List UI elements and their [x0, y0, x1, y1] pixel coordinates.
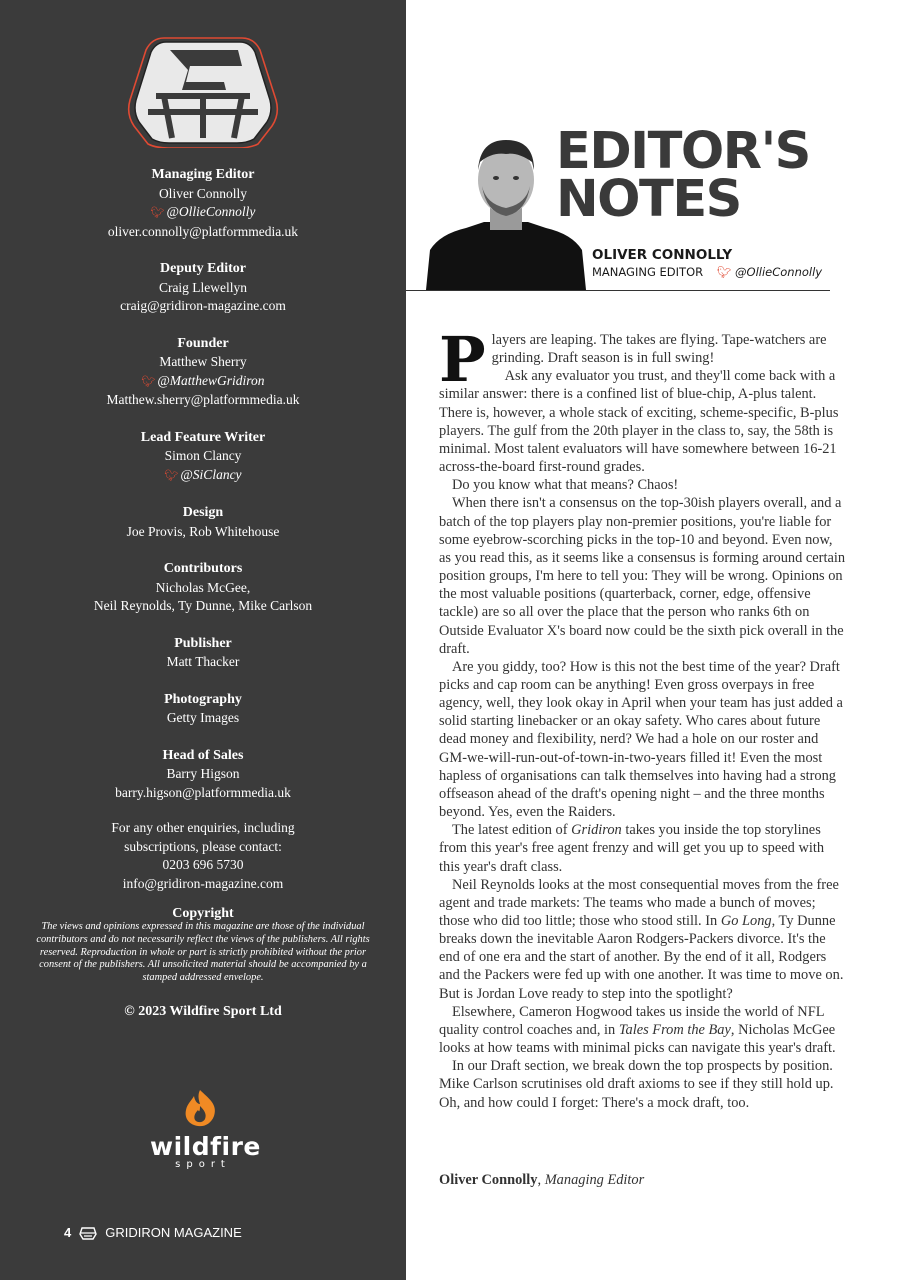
page-title-line-1: EDITOR'S: [556, 122, 810, 181]
staff-role: Design: [182, 505, 224, 520]
staff-block: [0, 166, 406, 241]
staff-role: Head of Sales: [162, 747, 244, 763]
page-number: 4: [64, 1225, 72, 1240]
staff-line: Craig Llewellyn: [158, 279, 248, 295]
staff-block: [0, 504, 406, 541]
copyright-text: The views and opinions expressed in this magazine are those of the individual contributors and do not necessarily reflect the views of the publishers. All rights reserved. Reproduction in whole or part is strictly prohibited without the prior consent of the publishers. All unsolicited material should be accompanied by a stamped addressed envelope.: [36, 921, 370, 984]
wildfire-sport-logo: [150, 1088, 261, 1178]
signoff: [439, 1172, 644, 1189]
staff-line: Joe Provis, Rob Whitehouse: [126, 523, 280, 539]
staff-twitter-handle: [0, 372, 406, 392]
byline-twitter-handle: @OllieConnolly: [735, 265, 823, 279]
copyright-title: Copyright: [172, 906, 234, 921]
staff-role: Publisher: [174, 635, 232, 651]
magazine-name: GRIDIRON MAGAZINE: [105, 1225, 242, 1240]
staff-role: Managing Editor: [151, 167, 255, 182]
staff-twitter-handle: [0, 466, 406, 486]
staff-line: Matt Thacker: [166, 654, 240, 669]
staff-block: [0, 691, 406, 728]
twitter-handle-text: @MatthewGridiron: [157, 372, 265, 388]
page-title: [556, 122, 810, 229]
staff-credits: [0, 166, 406, 1021]
article-paragraph: Are you giddy, too? How is this not the best time of the year? Draft picks and cap room can be anything! Even gross overpays in free agency, well, they look okay in April when your team has just added a solid starting linebacker or an okay safety. Who cares about future dead money and flexibility, nerd? We had a hole on our roster and GM-we-will-run-out-of-town-in-two-years filled it! Even the most hapless of organisations can talk themselves into having had a strong offseason ahead of the draft's opening night – and the three months beyond. Yes, even the Raiders.: [439, 658, 843, 821]
article-paragraph: [439, 876, 847, 1003]
publisher-line: © 2023 Wildfire Sport Ltd: [124, 1003, 282, 1019]
twitter-icon: 🐦︎: [164, 469, 179, 482]
staff-block: [0, 560, 406, 616]
paragraph-text: , Ty Dunne breaks down the inevitable Aaron Rodgers-Packers divorce. It's the end of one era and the start of another. By the end of it all, Rodgers and the Packers were fed up with one another. It was time to move on. But is Jordan Love ready to step into the spotlight?: [439, 913, 844, 1002]
staff-block: [0, 747, 406, 803]
staff-block: [0, 429, 406, 486]
enquiry-line: subscriptions, please contact:: [124, 838, 282, 854]
staff-role: Contributors: [163, 561, 243, 576]
staff-block: [0, 635, 406, 672]
enquiry-line: For any other enquiries, including: [111, 820, 295, 835]
drop-cap: P: [439, 323, 486, 396]
paragraph-text: Elsewhere, Cameron Hogwood takes us inside the world of NFL quality control coaches and, in: [439, 1003, 824, 1038]
staff-block: [0, 260, 406, 316]
feature-title-italic: Tales From the Bay: [618, 1021, 731, 1038]
twitter-icon: 🐦︎: [716, 265, 732, 279]
staff-role: Founder: [177, 335, 229, 351]
signoff-role: Managing Editor: [544, 1172, 645, 1188]
byline-details: [592, 264, 822, 280]
article-body: [439, 323, 847, 1112]
magazine-title-italic: Gridiron: [571, 822, 622, 839]
staff-line: Barry Higson: [166, 766, 240, 781]
staff-twitter-handle: [0, 203, 406, 223]
wildfire-wordmark: wildfire: [150, 1132, 261, 1161]
helmet-icon: [79, 1226, 97, 1240]
staff-line: craig@gridiron-magazine.com: [120, 298, 286, 313]
article-paragraph: In our Draft section, we break down the top prospects by position. Mike Carlson scrutinises old draft axioms to see if they still hold up. Oh, and how could I forget: There's a mock draft, too.: [439, 1058, 834, 1111]
signoff-separator: ,: [537, 1172, 545, 1188]
copyright: [0, 907, 406, 1021]
enquiry-line: info@gridiron-magazine.com: [122, 875, 284, 891]
staff-line: Getty Images: [166, 710, 240, 725]
staff-line: Neil Reynolds, Ty Dunne, Mike Carlson: [93, 598, 313, 613]
twitter-handle-text: @SiClancy: [180, 466, 242, 482]
staff-line: Simon Clancy: [164, 448, 242, 463]
article-paragraph: [439, 1003, 847, 1057]
paragraph-text: The latest edition of: [452, 822, 572, 839]
paragraph-text: , Nicholas McGee looks at how teams with minimal picks can navigate this year's draft.: [439, 1021, 836, 1057]
staff-block: [0, 335, 406, 410]
flame-icon: [178, 1088, 222, 1128]
staff-role: Deputy Editor: [160, 261, 246, 276]
gridiron-helmet-logo: [126, 30, 280, 148]
article-paragraph: When there isn't a consensus on the top-30ish players overall, and a batch of the top players play non-premier positions, you're liable for some eyebrow-scorching picks in the top-10 and beyond. Even now, as you read this, as it seems like a consensus is forming around certain position groups, I'm here to tell you: They will be wrong. Opinions on the most valuable positions (quarterback, corner, edge, offensive tackle) are so all over the place that the person who ranks 6th on Outside Evaluator X's board now could be the sixth pick overall in the draft.: [439, 495, 846, 657]
twitter-handle-text: @OllieConnolly: [166, 204, 256, 219]
signoff-name: Oliver Connolly: [439, 1172, 538, 1188]
feature-title-italic: Go Long: [720, 913, 772, 929]
article-paragraph: [439, 821, 847, 875]
staff-line: Oliver Connolly: [158, 185, 248, 201]
page-title-line-2: NOTES: [556, 170, 741, 229]
paragraph-text: layers are leaping. The takes are flying. Tape-watchers are grinding. Draft season is in full swing!: [491, 332, 827, 367]
staff-line: Matthew.sherry@platformmedia.uk: [106, 392, 300, 407]
paragraph-text: Neil Reynolds looks at the most consequential moves from the free agent and trade markets: The teams who made a bunch of moves; those who did too little; those who stood still. In: [439, 876, 839, 929]
byline: [592, 246, 822, 280]
sidebar: [0, 0, 406, 1280]
staff-line: Nicholas McGee,: [155, 579, 251, 595]
enquiry-line: 0203 696 5730: [162, 857, 244, 872]
byline-role: MANAGING EDITOR: [592, 265, 704, 279]
article-paragraph: [439, 323, 847, 396]
page-footer: [64, 1225, 242, 1240]
staff-role: Lead Feature Writer: [140, 429, 266, 445]
staff-role: Photography: [164, 691, 242, 707]
byline-name: OLIVER CONNOLLY: [592, 247, 733, 263]
twitter-icon: 🐦︎: [150, 207, 165, 219]
staff-line: Matthew Sherry: [159, 354, 247, 369]
article-paragraph: Ask any evaluator you trust, and they'll come back with a similar answer: there is a confined list of blue-chip, A-plus talent. There is, however, a whole stack of exciting, scheme-specific, B-plus players. The gulf from the 20th player in the class to, say, the 58th is minimal. Most talent evaluators will have somewhere between 16-21 across-the-board first-round grades.: [439, 368, 839, 476]
header-divider: [406, 290, 830, 291]
article-paragraph: Do you know what that means? Chaos!: [452, 477, 679, 494]
staff-line: oliver.connolly@platformmedia.uk: [107, 223, 299, 239]
twitter-icon: 🐦︎: [141, 375, 156, 388]
staff-line: barry.higson@platformmedia.uk: [115, 784, 291, 800]
wildfire-subword: sport: [175, 1159, 231, 1170]
paragraph-text: takes you inside the top storylines from this year's free agent frenzy and will get you up to speed with this year's draft class.: [439, 822, 825, 875]
enquiries: [0, 819, 406, 893]
